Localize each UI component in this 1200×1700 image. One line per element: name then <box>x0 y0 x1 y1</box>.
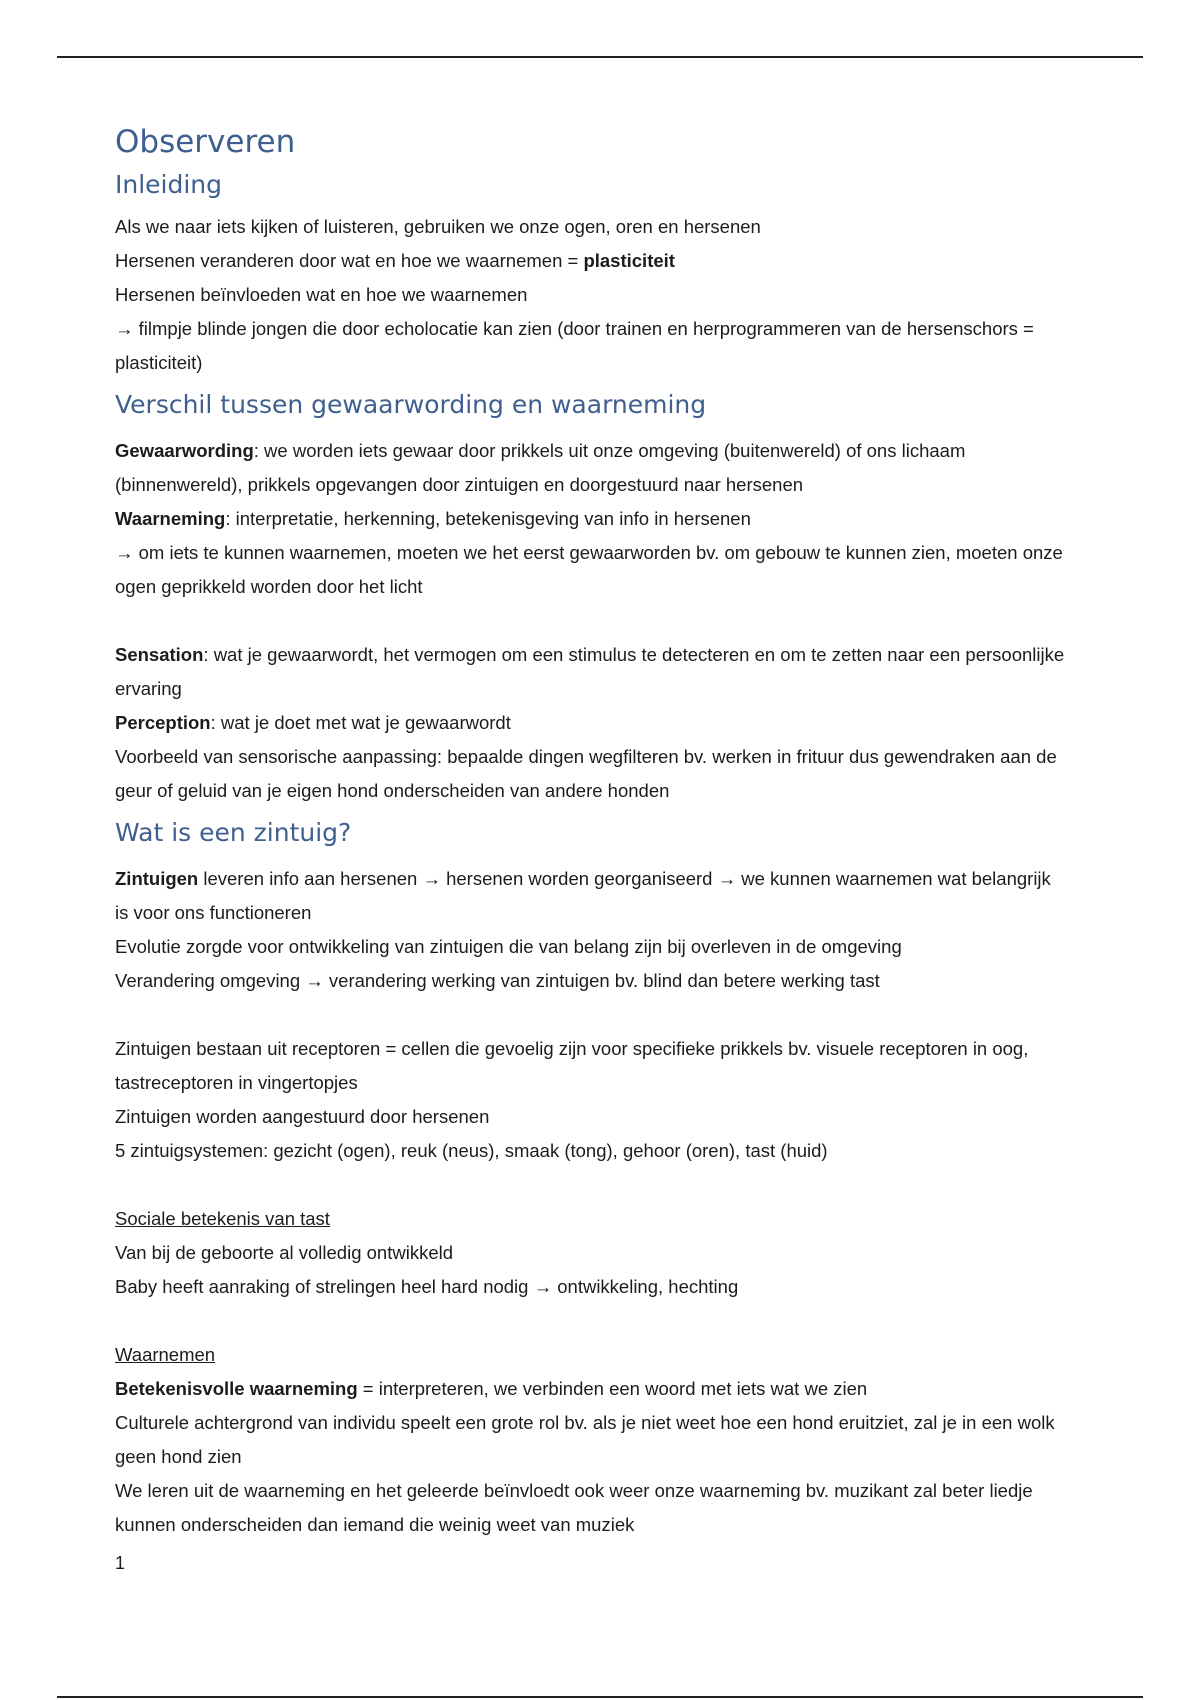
paragraph: Van bij de geboorte al volledig ontwikkeld <box>115 1242 454 1263</box>
text-run: = interpreteren, we verbinden een woord met iets wat we zien <box>357 1378 868 1399</box>
paragraph: Baby heeft aanraking of strelingen heel hard nodig → ontwikkeling, hechting <box>115 1276 739 1297</box>
spacer <box>115 604 1065 638</box>
paragraph: Voorbeeld van sensorische aanpassing: bepaalde dingen wegfilteren bv. werken in frituur dus gewendraken aan de geur of geluid van je eigen hond onderscheiden van andere honden <box>115 746 1057 801</box>
text-run: : wat je gewaarwordt, het vermogen om een stimulus te detecteren en om te zetten naar een persoonlijke ervaring <box>115 644 1065 699</box>
section-heading-verschil: Verschil tussen gewaarwording en waarneming <box>115 390 707 419</box>
subheading-waarnemen <box>115 1338 1065 1372</box>
page-number: 1 <box>115 1553 126 1573</box>
bold-term: Zintuigen <box>115 868 199 889</box>
bold-term: Sensation <box>115 644 204 665</box>
paragraph <box>115 706 1065 740</box>
paragraph <box>115 502 1065 536</box>
paragraph: Verandering omgeving → verandering werking van zintuigen bv. blind dan betere werking tast <box>115 970 880 991</box>
paragraph: → om iets te kunnen waarnemen, moeten we het eerst gewaarworden bv. om gebouw te kunnen zien, moeten onze ogen geprikkeld worden door het licht <box>115 542 1063 597</box>
footer-rule <box>57 1696 1143 1698</box>
paragraph <box>115 638 1065 706</box>
underlined-subheading: Sociale betekenis van tast <box>115 1208 330 1229</box>
bold-term: Perception <box>115 712 211 733</box>
underlined-subheading: Waarnemen <box>115 1344 216 1365</box>
section-heading-inleiding: Inleiding <box>115 170 223 199</box>
text-run: : we worden iets gewaar door prikkels uit onze omgeving (buitenwereld) of ons lichaam (binnenwereld), prikkels opgevangen door zintuigen en doorgestuurd naar hersenen <box>115 440 966 495</box>
text-run: : interpretatie, herkenning, betekenisgeving van info in hersenen <box>225 508 751 529</box>
text-run: Hersenen veranderen door wat en hoe we waarnemen = <box>115 250 584 271</box>
paragraph: Zintuigen bestaan uit receptoren = cellen die gevoelig zijn voor specifieke prikkels bv. visuele receptoren in oog, tastreceptoren in vingertopjes <box>115 1038 1029 1093</box>
document-title: Observeren <box>115 124 296 160</box>
paragraph: Hersenen beïnvloeden wat en hoe we waarnemen <box>115 284 528 305</box>
bold-term: plasticiteit <box>583 250 675 271</box>
bold-term: Gewaarwording <box>115 440 254 461</box>
paragraph: Evolutie zorgde voor ontwikkeling van zintuigen die van belang zijn bij overleven in de omgeving <box>115 936 902 957</box>
text-run: : wat je doet met wat je gewaarwordt <box>210 712 511 733</box>
bold-term: Betekenisvolle waarneming <box>115 1378 358 1399</box>
header-rule <box>57 56 1143 58</box>
paragraph: We leren uit de waarneming en het geleerde beïnvloedt ook weer onze waarneming bv. muzikant zal beter liedje kunnen onderscheiden dan iemand die weinig weet van muziek <box>115 1480 1033 1535</box>
paragraph <box>115 244 1065 278</box>
spacer <box>115 998 1065 1032</box>
paragraph: Zintuigen worden aangestuurd door hersenen <box>115 1106 490 1127</box>
paragraph <box>115 434 1065 502</box>
paragraph: Culturele achtergrond van individu speelt een grote rol bv. als je niet weet hoe een hond eruitziet, zal je in een wolk geen hond zien <box>115 1412 1055 1467</box>
paragraph: → filmpje blinde jongen die door echolocatie kan zien (door trainen en herprogrammeren van de hersenschors = plasticiteit) <box>115 318 1034 373</box>
paragraph <box>115 1372 1065 1406</box>
subheading-sociale-betekenis <box>115 1202 1065 1236</box>
spacer <box>115 1168 1065 1202</box>
spacer <box>115 1304 1065 1338</box>
paragraph <box>115 862 1065 930</box>
bold-term: Waarneming <box>115 508 226 529</box>
text-run: leveren info aan hersenen → hersenen worden georganiseerd → we kunnen waarnemen wat belangrijk is voor ons functioneren <box>115 868 1051 923</box>
paragraph: 5 zintuigsystemen: gezicht (ogen), reuk (neus), smaak (tong), gehoor (oren), tast (huid) <box>115 1140 828 1161</box>
section-heading-zintuig: Wat is een zintuig? <box>115 818 352 847</box>
document-body <box>115 122 1065 1580</box>
paragraph: Als we naar iets kijken of luisteren, gebruiken we onze ogen, oren en hersenen <box>115 216 761 237</box>
